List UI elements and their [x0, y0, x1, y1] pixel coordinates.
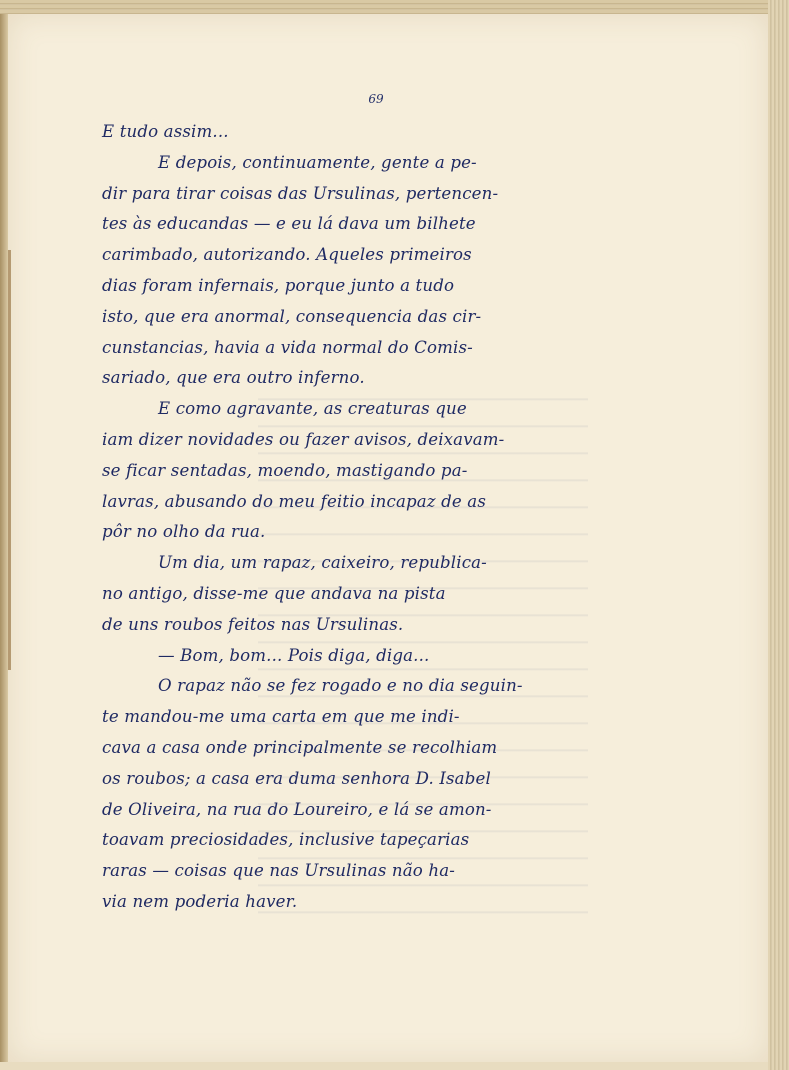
text-line: — Bom, bom... Pois diga, diga... [158, 645, 430, 665]
text-line: iam dizer novidades ou fazer avisos, deixavam- [102, 429, 505, 449]
text-line: carimbado, autorizando. Aqueles primeiros [102, 245, 472, 265]
text-line: cunstancias, havia a vida normal do Comis- [102, 337, 473, 357]
text-line: E depois, continuamente, gente a pe- [158, 152, 477, 172]
handwritten-text-body [102, 117, 642, 918]
text-line: no antigo, disse-me que andava na pista [102, 583, 446, 603]
text-line: via nem poderia haver. [102, 891, 298, 911]
text-line: isto, que era anormal, consequencia das cir- [102, 306, 482, 326]
page-number: 69 [368, 92, 384, 106]
binding-mark [8, 250, 11, 670]
text-line: os roubos; a casa era duma senhora D. Isabel [102, 768, 491, 788]
text-line: raras — coisas que nas Ursulinas não ha- [102, 861, 456, 881]
text-line: dir para tirar coisas das Ursulinas, pertencen- [102, 183, 499, 203]
text-line: toavam preciosidades, inclusive tapeçarias [102, 830, 470, 850]
text-line: O rapaz não se fez rogado e no dia seguin- [158, 676, 523, 696]
page-binding-edge [0, 14, 8, 1062]
text-line: pôr no olho da rua. [102, 522, 266, 542]
text-line: cava a casa onde principalmente se recolhiam [102, 737, 498, 757]
text-line: de Oliveira, na rua do Loureiro, e lá se amon- [102, 799, 492, 819]
text-line: tes às educandas — e eu lá dava um bilhete [102, 214, 476, 234]
text-line: se ficar sentadas, moendo, mastigando pa- [102, 460, 468, 480]
text-line: Um dia, um rapaz, caixeiro, republica- [158, 553, 487, 573]
text-line: te mandou-me uma carta em que me indi- [102, 707, 460, 727]
text-line: de uns roubos feitos nas Ursulinas. [102, 614, 404, 634]
text-line: sariado, que era outro inferno. [102, 368, 365, 388]
text-line: dias foram infernais, porque junto a tudo [102, 275, 455, 295]
text-line: E tudo assim... [102, 122, 229, 141]
text-line: lavras, abusando do meu feitio incapaz de as [102, 491, 487, 511]
text-line: E como agravante, as creaturas que [158, 399, 467, 419]
page-stack-right-edge [768, 0, 789, 1070]
page-stack-top-edge [0, 0, 789, 14]
